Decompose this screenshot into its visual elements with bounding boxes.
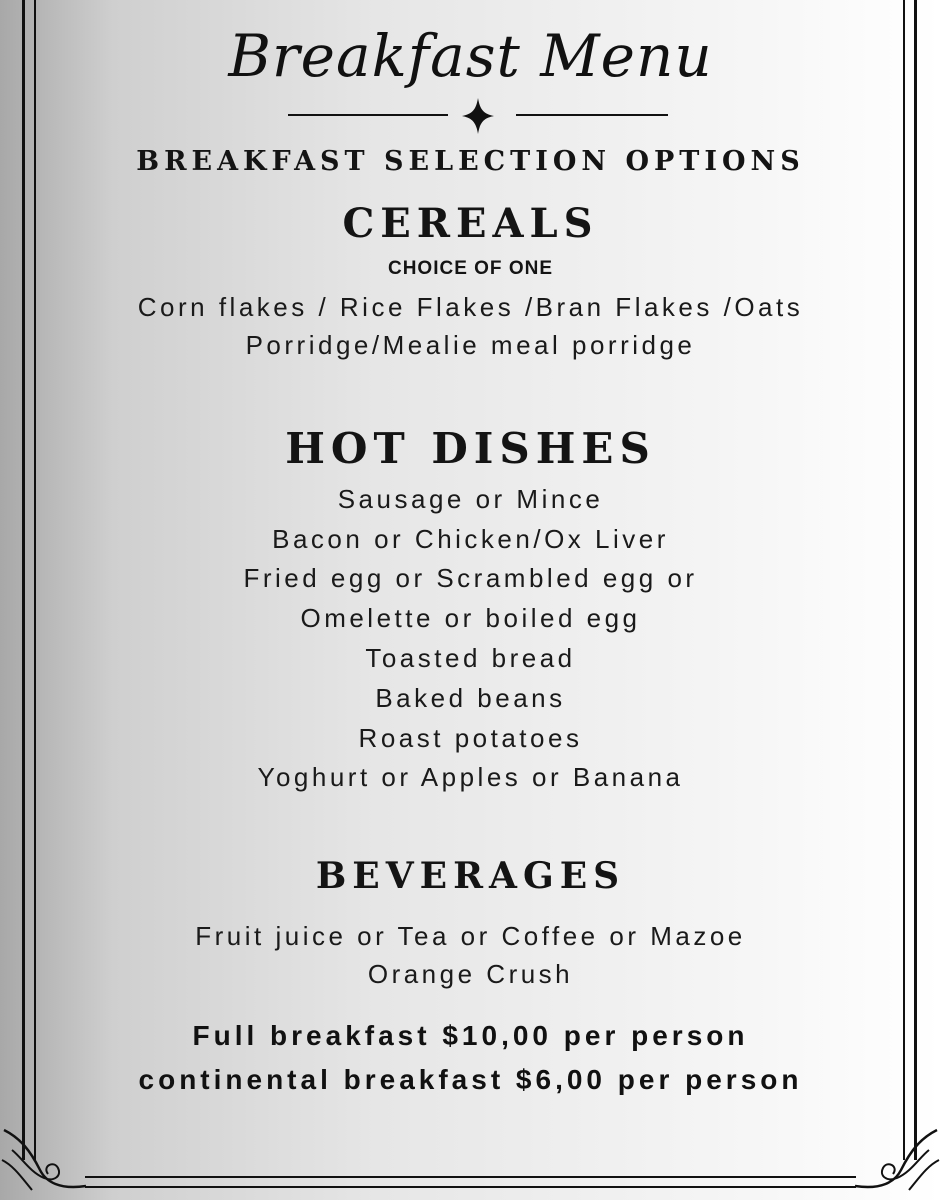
full-breakfast-price: Full breakfast $10,00 per person [192, 1020, 749, 1051]
cereals-heading: CEREALS [342, 200, 599, 247]
hot-dish-item: Fried egg or Scrambled egg or [243, 563, 698, 593]
menu-subtitle: BREAKFAST SELECTION OPTIONS [136, 146, 805, 177]
hot-dish-item: Omelette or boiled egg [300, 603, 641, 633]
hot-dish-item: Baked beans [375, 683, 566, 713]
cereals-item: Porridge/Mealie meal porridge [245, 330, 696, 360]
beverages-heading: BEVERAGES [315, 855, 626, 897]
menu-title: Breakfast Menu [228, 22, 713, 90]
corner-flourish-left-icon [0, 1120, 90, 1200]
beverage-item: Fruit juice or Tea or Coffee or Mazoe [195, 921, 746, 951]
hot-dish-item: Toasted bread [365, 643, 576, 673]
beverage-item: Orange Crush [367, 959, 574, 989]
frame-bottom-line-lower [85, 1186, 856, 1188]
hot-dish-item: Sausage or Mince [337, 484, 604, 514]
hot-dishes-heading: HOT DISHES [285, 424, 656, 473]
frame-bottom-line-upper [85, 1176, 856, 1178]
cereals-item: Corn flakes / Rice Flakes /Bran Flakes /Oats [137, 292, 804, 322]
continental-breakfast-price: continental breakfast $6,00 per person [138, 1064, 803, 1095]
hot-dish-item: Roast potatoes [358, 723, 583, 753]
hot-dish-item: Bacon or Chicken/Ox Liver [272, 524, 669, 554]
corner-flourish-right-icon [851, 1120, 941, 1200]
hot-dish-item: Yoghurt or Apples or Banana [257, 762, 684, 792]
cereals-note: CHOICE OF ONE [387, 258, 553, 279]
title-divider-star-icon [288, 96, 678, 136]
